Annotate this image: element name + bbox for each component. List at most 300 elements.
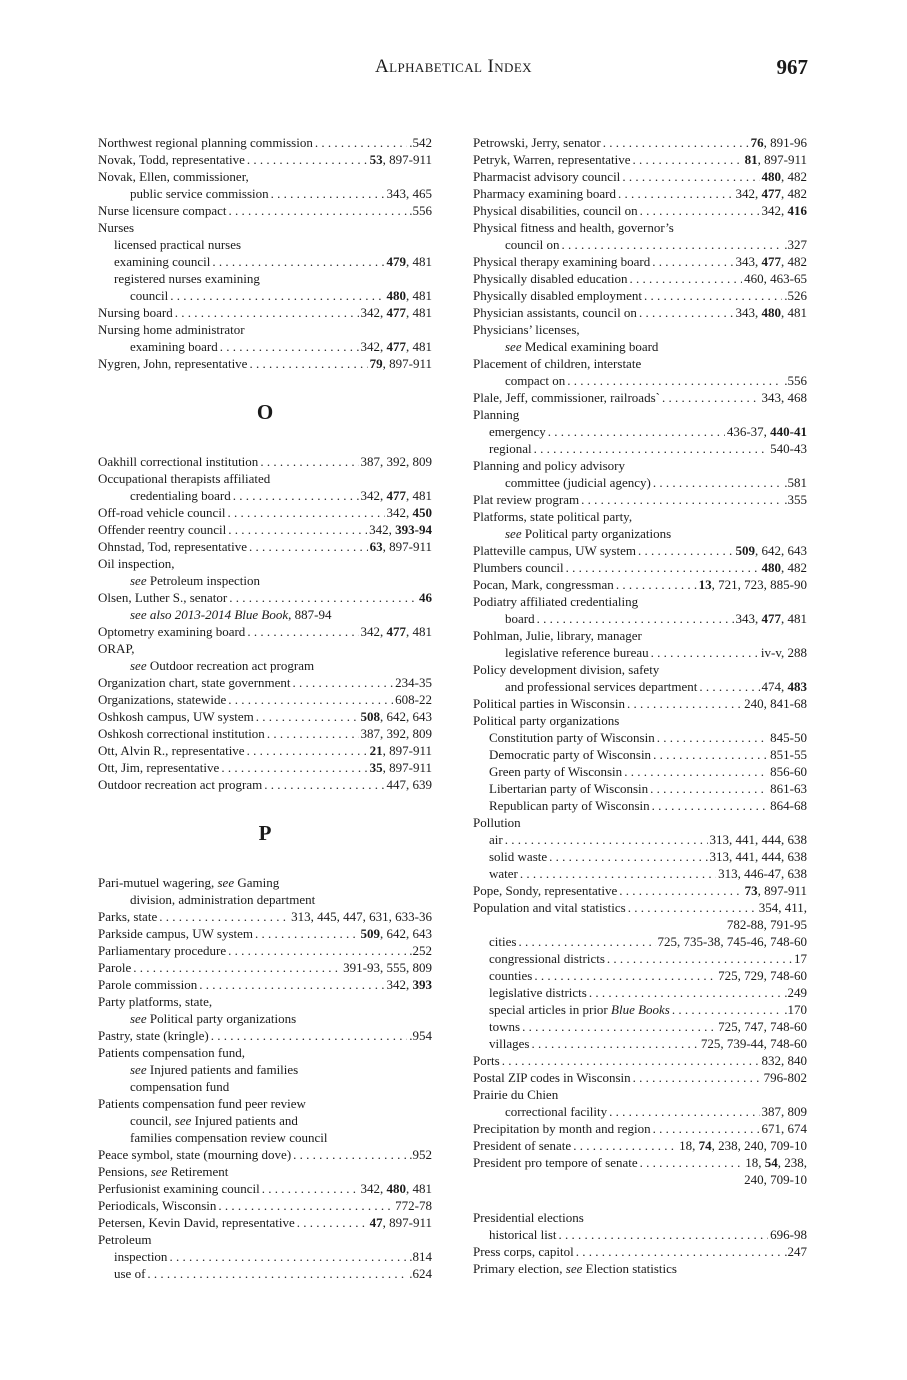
index-entry	[473, 1052, 807, 1069]
index-entry-pages: 63, 897-911	[369, 539, 432, 554]
index-entry-pages: .954	[409, 1028, 432, 1043]
index-entry-term: Parole commission	[98, 977, 198, 992]
index-entry	[98, 1146, 432, 1163]
index-entry	[473, 253, 807, 270]
dot-leader	[220, 338, 359, 355]
index-entry-term: Petrowski, Jerry, senator	[473, 135, 601, 150]
index-entry	[98, 504, 432, 521]
index-entry-term: Organizations, statewide	[98, 692, 227, 707]
index-entry-term: Outdoor recreation act program	[98, 777, 263, 792]
index-entry	[98, 708, 432, 725]
dot-leader	[534, 440, 769, 457]
index-entry-pages: 447, 639	[386, 777, 432, 792]
index-entry	[98, 942, 432, 959]
index-entry-pages: 354, 411,	[758, 900, 807, 915]
index-entry-pages: 343, 477, 482	[735, 254, 807, 269]
index-entry-pages: 313, 445, 447, 631, 633-36	[291, 909, 432, 924]
dot-leader	[566, 559, 760, 576]
index-entry-pages: 864-68	[770, 798, 807, 813]
index-entry	[98, 1248, 432, 1265]
dot-leader	[534, 967, 716, 984]
index-entry-term: President of senate	[473, 1138, 572, 1153]
index-entry	[473, 542, 807, 559]
dot-leader	[616, 576, 697, 593]
index-entry-pages: 79, 897-911	[369, 356, 432, 371]
index-entry-pages: .581	[784, 475, 807, 490]
index-entry-term: correctional facility	[505, 1104, 608, 1119]
index-entry-pages: 18, 54, 238,	[745, 1155, 807, 1170]
dot-leader	[271, 185, 385, 202]
dot-leader	[630, 270, 743, 287]
dot-leader	[518, 933, 655, 950]
index-entry-pages: 342, 416	[761, 203, 807, 218]
index-entry	[473, 440, 807, 457]
index-entry-pages: 21, 897-911	[369, 743, 432, 758]
index-entry	[473, 933, 807, 950]
dot-leader	[247, 623, 358, 640]
index-entry-pages: 509, 642, 643	[360, 926, 432, 941]
dot-leader	[624, 763, 768, 780]
index-heading: Nurses	[98, 220, 135, 235]
dot-leader	[640, 1154, 744, 1171]
dot-leader	[228, 504, 385, 521]
index-entry-term: Parole	[98, 960, 132, 975]
index-entry-pages: 342, 480, 481	[360, 1181, 432, 1196]
index-entry	[98, 1180, 432, 1197]
dot-leader	[657, 729, 768, 746]
running-header-title: Alphabetical Index	[375, 56, 532, 77]
index-entry-pages: 540-43	[770, 441, 807, 456]
index-entry-pages: 480, 481	[386, 288, 432, 303]
index-entry-term: historical list	[489, 1227, 557, 1242]
index-entry-pages: 480, 482	[761, 169, 807, 184]
index-entry	[473, 644, 807, 661]
index-entry	[473, 831, 807, 848]
dot-leader	[603, 134, 749, 151]
dot-leader	[255, 925, 358, 942]
dot-leader	[247, 742, 368, 759]
index-heading: Pollution	[473, 815, 521, 830]
index-entry	[98, 355, 432, 372]
index-entry	[473, 729, 807, 746]
index-entry-term: solid waste	[489, 849, 548, 864]
index-heading: licensed practical nurses	[114, 237, 242, 252]
index-entry-term: Petryk, Warren, representative	[473, 152, 631, 167]
index-entry-pages: 343, 480, 481	[735, 305, 807, 320]
index-entry	[473, 865, 807, 882]
index-entry	[473, 202, 807, 219]
index-entry-term: special articles in prior Blue Books	[489, 1002, 670, 1017]
index-entry-pages: .526	[784, 288, 807, 303]
index-entry-term: emergency	[489, 424, 546, 439]
dot-leader	[212, 253, 384, 270]
dot-leader	[264, 776, 384, 793]
index-entry	[473, 967, 807, 984]
dot-leader	[548, 423, 725, 440]
index-entry-term: Olsen, Luther S., senator	[98, 590, 228, 605]
index-entry-pages: 861-63	[770, 781, 807, 796]
index-entry-pages: 387, 392, 809	[360, 454, 432, 469]
index-page-continuation: 782-88, 791-95	[726, 917, 807, 932]
index-entry-term: legislative reference bureau	[505, 645, 649, 660]
dot-leader	[229, 202, 408, 219]
index-entry-term: inspection	[114, 1249, 168, 1264]
index-entry-term: Offender reentry council	[98, 522, 227, 537]
index-entry-pages: 17	[794, 951, 807, 966]
index-entry	[473, 151, 807, 168]
index-entry	[98, 976, 432, 993]
index-entry	[473, 168, 807, 185]
index-entry	[98, 1197, 432, 1214]
index-entry	[473, 270, 807, 287]
index-entry	[473, 746, 807, 763]
index-entry-term: Nygren, John, representative	[98, 356, 248, 371]
index-entry-pages: 342, 477, 482	[735, 186, 807, 201]
index-entry	[473, 1137, 807, 1154]
dot-leader	[672, 1001, 782, 1018]
index-column-left	[98, 134, 432, 1282]
dot-leader	[133, 959, 341, 976]
index-entry	[98, 202, 432, 219]
index-entry-term: committee (judicial agency)	[505, 475, 651, 490]
index-heading: see Medical examining board	[505, 339, 659, 354]
index-entry-term: Novak, Todd, representative	[98, 152, 245, 167]
index-entry-pages: 76, 891-96	[750, 135, 807, 150]
index-heading: ORAP,	[98, 641, 135, 656]
index-entry	[473, 559, 807, 576]
index-entry-term: credentialing board	[130, 488, 231, 503]
dot-leader	[653, 474, 782, 491]
dot-leader	[531, 1035, 698, 1052]
index-entry	[473, 882, 807, 899]
dot-leader	[229, 589, 417, 606]
index-entry-term: Plumbers council	[473, 560, 564, 575]
index-entry-pages: 18, 74, 238, 240, 709-10	[679, 1138, 807, 1153]
index-entry-term: examining council	[114, 254, 211, 269]
dot-leader	[260, 453, 358, 470]
index-entry	[98, 959, 432, 976]
index-entry-term: Periodicals, Wisconsin	[98, 1198, 217, 1213]
index-entry	[98, 589, 432, 606]
dot-leader	[628, 899, 757, 916]
index-heading: Party platforms, state,	[98, 994, 213, 1009]
dot-leader	[233, 487, 359, 504]
dot-leader	[211, 1027, 408, 1044]
index-entry-term: Precipitation by month and region	[473, 1121, 651, 1136]
index-entry-term: examining board	[130, 339, 218, 354]
index-entry-term: Physical disabilities, council on	[473, 203, 638, 218]
index-entry	[473, 185, 807, 202]
index-entry-pages: .542	[409, 135, 432, 150]
index-entry-term: Physician assistants, council on	[473, 305, 637, 320]
index-entry-pages: 53, 897-911	[369, 152, 432, 167]
index-entry-pages: 725, 735-38, 745-46, 748-60	[657, 934, 807, 949]
dot-leader	[256, 708, 359, 725]
index-heading: Patients compensation fund peer review	[98, 1096, 306, 1111]
index-entry-pages: 343, 468	[761, 390, 807, 405]
index-entry	[98, 287, 432, 304]
index-entry-term: towns	[489, 1019, 521, 1034]
index-entry-term: Parks, state	[98, 909, 158, 924]
index-entry-pages: 845-50	[770, 730, 807, 745]
index-entry-term: Physically disabled education	[473, 271, 628, 286]
index-heading: see Injured patients and families	[130, 1062, 299, 1077]
index-entry-pages: 313, 441, 444, 638	[709, 832, 807, 847]
index-heading: compensation fund	[130, 1079, 230, 1094]
dot-leader	[147, 1265, 407, 1282]
index-entry-pages: 240, 841-68	[744, 696, 807, 711]
index-entry-pages: 342, 477, 481	[360, 624, 432, 639]
dot-leader	[651, 644, 759, 661]
index-entry	[473, 899, 807, 916]
index-entry	[473, 797, 807, 814]
dot-leader	[262, 1180, 359, 1197]
index-entry-pages: 343, 465	[386, 186, 432, 201]
dot-leader	[559, 1226, 769, 1243]
index-entry	[98, 759, 432, 776]
index-entry-pages: 725, 739-44, 748-60	[700, 1036, 807, 1051]
index-heading: Pohlman, Julie, library, manager	[473, 628, 642, 643]
index-entry-pages: iv-v, 288	[760, 645, 807, 660]
dot-leader	[619, 882, 742, 899]
index-entry-pages: 342, 477, 481	[360, 339, 432, 354]
index-entry	[473, 1120, 807, 1137]
index-entry-term: public service commission	[130, 186, 269, 201]
index-entry-pages: 46	[419, 590, 432, 605]
dot-leader	[650, 780, 768, 797]
index-heading: Pari-mutuel wagering, see Gaming	[98, 875, 280, 890]
index-entry	[473, 678, 807, 695]
dot-leader	[249, 538, 368, 555]
index-entry-term: Northwest regional planning commission	[98, 135, 313, 150]
dot-leader	[581, 491, 782, 508]
dot-leader	[315, 134, 407, 151]
index-entry-term: legislative districts	[489, 985, 587, 1000]
dot-leader	[609, 1103, 759, 1120]
index-entry-term: Parkside campus, UW system	[98, 926, 254, 941]
index-heading: Prairie du Chien	[473, 1087, 559, 1102]
index-entry	[98, 338, 432, 355]
index-entry-term: Oshkosh correctional institution	[98, 726, 265, 741]
index-entry-pages: .355	[784, 492, 807, 507]
dot-leader	[170, 287, 384, 304]
index-entry-pages: 460, 463-65	[744, 271, 807, 286]
index-entry-term: regional	[489, 441, 532, 456]
index-entry-term: Ohnstad, Tod, representative	[98, 539, 248, 554]
index-entry-pages: 391-93, 555, 809	[343, 960, 432, 975]
index-entry-term: President pro tempore of senate	[473, 1155, 638, 1170]
index-entry-pages: 725, 729, 748-60	[718, 968, 807, 983]
index-entry-pages: 509, 642, 643	[735, 543, 807, 558]
index-entry-term: Optometry examining board	[98, 624, 246, 639]
dot-leader	[199, 976, 384, 993]
index-entry-pages: 436-37, 440-41	[726, 424, 807, 439]
dot-leader	[293, 674, 394, 691]
index-entry-pages: 47, 897-911	[369, 1215, 432, 1230]
index-entry	[473, 780, 807, 797]
index-heading: Patients compensation fund,	[98, 1045, 245, 1060]
dot-leader	[653, 1120, 760, 1137]
index-heading: see Outdoor recreation act program	[130, 658, 315, 673]
index-entry	[473, 1103, 807, 1120]
index-entry-term: Constitution party of Wisconsin	[489, 730, 655, 745]
index-entry-term: Oakhill correctional institution	[98, 454, 259, 469]
index-heading: Pensions, see Retirement	[98, 1164, 229, 1179]
dot-leader	[228, 521, 367, 538]
index-entry	[473, 1154, 807, 1171]
index-entry-pages: 234-35	[395, 675, 432, 690]
index-entry-pages: .556	[409, 203, 432, 218]
index-entry-term: Off-road vehicle council	[98, 505, 226, 520]
dot-leader	[249, 355, 367, 372]
index-entry	[98, 1027, 432, 1044]
index-heading: registered nurses examining	[114, 271, 260, 286]
index-entry-term: Platteville campus, UW system	[473, 543, 636, 558]
index-heading: Occupational therapists affiliated	[98, 471, 271, 486]
index-entry-term: Nursing board	[98, 305, 173, 320]
index-entry	[98, 1214, 432, 1231]
index-entry-term: Democratic party of Wisconsin	[489, 747, 652, 762]
index-entry	[98, 134, 432, 151]
index-entry-term: Libertarian party of Wisconsin	[489, 781, 649, 796]
index-entry-pages: 474, 483	[761, 679, 807, 694]
index-entry-term: Political parties in Wisconsin	[473, 696, 625, 711]
dot-leader	[607, 950, 792, 967]
index-entry-pages: .624	[409, 1266, 432, 1281]
index-entry	[473, 848, 807, 865]
index-entry-pages: 480, 482	[761, 560, 807, 575]
index-entry	[473, 1018, 807, 1035]
index-column-right	[473, 134, 807, 1277]
index-heading: Platforms, state political party,	[473, 509, 633, 524]
index-entry-pages: 342, 477, 481	[360, 305, 432, 320]
dot-leader	[652, 797, 769, 814]
index-entry-pages: 696-98	[770, 1227, 807, 1242]
index-entry	[473, 491, 807, 508]
index-entry-term: Nurse licensure compact	[98, 203, 227, 218]
index-entry-pages: 832, 840	[761, 1053, 807, 1068]
spacer	[473, 1188, 807, 1209]
index-entry-pages: 387, 392, 809	[360, 726, 432, 741]
index-heading: Oil inspection,	[98, 556, 175, 571]
dot-leader	[502, 1052, 760, 1069]
index-entry-pages: .252	[409, 943, 432, 958]
dot-leader	[589, 984, 782, 1001]
dot-leader	[520, 865, 716, 882]
index-entry	[473, 1226, 807, 1243]
index-entry-term: Ports	[473, 1053, 500, 1068]
index-entry-term: Press corps, capitol	[473, 1244, 574, 1259]
index-entry	[473, 372, 807, 389]
index-entry-term: Peace symbol, state (mourning dove)	[98, 1147, 292, 1162]
index-entry-term: Postal ZIP codes in Wisconsin	[473, 1070, 631, 1085]
index-heading: Placement of children, interstate	[473, 356, 642, 371]
index-entry-term: Pharmacist advisory council	[473, 169, 621, 184]
index-entry-pages: 856-60	[770, 764, 807, 779]
index-entry	[473, 950, 807, 967]
index-entry	[473, 134, 807, 151]
index-entry-pages: 725, 747, 748-60	[718, 1019, 807, 1034]
index-entry-term: counties	[489, 968, 533, 983]
index-entry	[98, 623, 432, 640]
dot-leader	[644, 287, 782, 304]
index-entry	[98, 253, 432, 270]
dot-leader	[218, 1197, 393, 1214]
index-entry-term: Pope, Sondy, representative	[473, 883, 618, 898]
index-entry	[473, 610, 807, 627]
index-page-continuation: 240, 709-10	[744, 1172, 807, 1187]
index-entry	[473, 389, 807, 406]
dot-leader	[633, 1069, 762, 1086]
index-entry	[98, 521, 432, 538]
index-entry-pages: 772-78	[395, 1198, 432, 1213]
index-entry	[98, 674, 432, 691]
index-heading: Novak, Ellen, commissioner,	[98, 169, 249, 184]
dot-leader	[522, 1018, 716, 1035]
dot-leader	[505, 831, 708, 848]
index-entry-term: Plat review program	[473, 492, 580, 507]
dot-leader	[159, 908, 289, 925]
index-entry-pages: 342, 477, 481	[360, 488, 432, 503]
index-entry-pages: 608-22	[395, 692, 432, 707]
index-entry-term: Ott, Jim, representative	[98, 760, 220, 775]
dot-leader	[221, 759, 367, 776]
index-entry-pages: 851-55	[770, 747, 807, 762]
index-heading: Podiatry affiliated credentialing	[473, 594, 639, 609]
index-entry-term: and professional services department	[505, 679, 698, 694]
dot-leader	[622, 168, 759, 185]
index-entry	[98, 185, 432, 202]
index-heading: division, administration department	[130, 892, 316, 907]
index-entry	[473, 984, 807, 1001]
index-entry	[473, 304, 807, 321]
dot-leader	[653, 746, 768, 763]
index-entry	[98, 487, 432, 504]
index-entry	[473, 1035, 807, 1052]
index-entry-pages: 508, 642, 643	[360, 709, 432, 724]
index-entry	[98, 908, 432, 925]
dot-leader	[247, 151, 368, 168]
index-entry-pages: 796-802	[763, 1070, 807, 1085]
index-entry	[473, 287, 807, 304]
index-entry	[473, 423, 807, 440]
index-entry-term: Green party of Wisconsin	[489, 764, 623, 779]
index-entry-term: Physically disabled employment	[473, 288, 642, 303]
dot-leader	[567, 372, 782, 389]
index-entry-pages: 13, 721, 723, 885-90	[698, 577, 807, 592]
index-entry-term: council on	[505, 237, 560, 252]
index-entry	[98, 151, 432, 168]
index-entry-pages: 342, 450	[386, 505, 432, 520]
dot-leader	[297, 1214, 368, 1231]
index-heading: Presidential elections	[473, 1210, 584, 1225]
index-entry-term: Oshkosh campus, UW system	[98, 709, 254, 724]
dot-leader	[633, 151, 743, 168]
index-entry-pages: 342, 393	[386, 977, 432, 992]
index-entry-term: Pocan, Mark, congressman	[473, 577, 614, 592]
section-letter: P	[258, 821, 272, 845]
index-heading: Political party organizations	[473, 713, 620, 728]
index-entry-pages: 343, 477, 481	[735, 611, 807, 626]
index-heading: Petroleum	[98, 1232, 152, 1247]
dot-leader	[267, 725, 359, 742]
index-entry	[98, 725, 432, 742]
index-entry-term: Parliamentary procedure	[98, 943, 227, 958]
index-entry	[473, 236, 807, 253]
index-entry-term: Population and vital statistics	[473, 900, 626, 915]
index-entry-pages: 313, 446-47, 638	[718, 866, 807, 881]
index-heading: Primary election, see Election statistics	[473, 1261, 677, 1276]
